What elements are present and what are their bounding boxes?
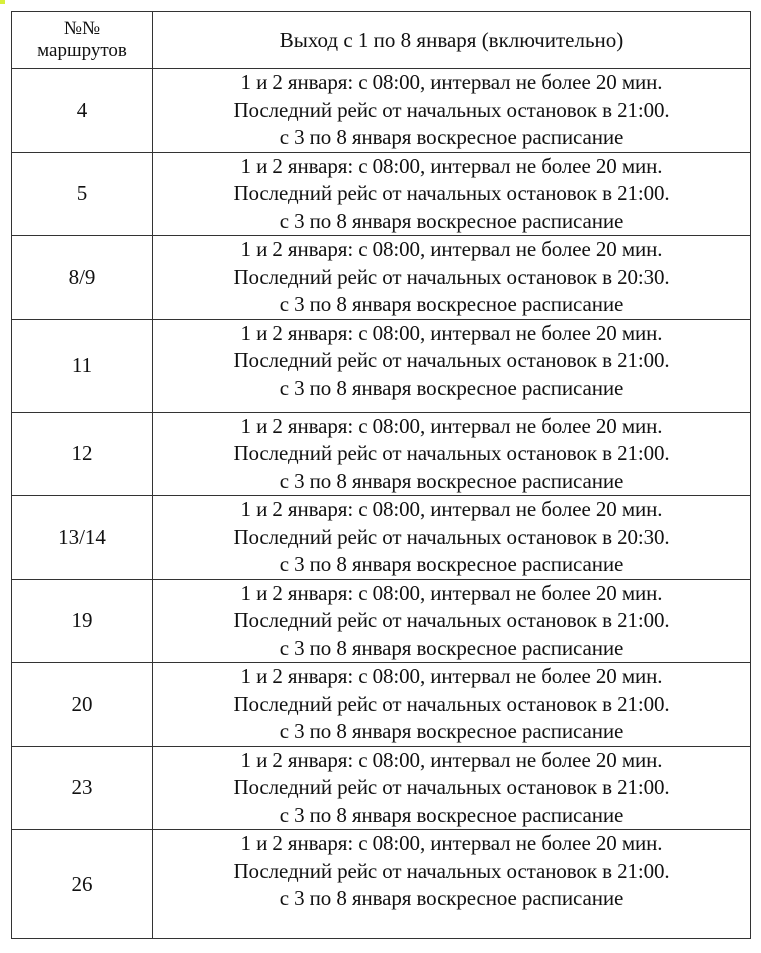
table-header-row bbox=[12, 12, 751, 69]
route-number: 13/14 bbox=[12, 496, 153, 580]
schedule-line-last-trip: Последний рейс от начальных остановок в 20:30. bbox=[233, 264, 670, 289]
schedule-line-last-trip: Последний рейс от начальных остановок в 21:00. bbox=[233, 858, 670, 883]
schedule-cell bbox=[153, 663, 751, 747]
table-row bbox=[12, 152, 751, 236]
schedule-line-first-days: 1 и 2 января: с 08:00, интервал не более 20 мин. bbox=[240, 664, 663, 688]
schedule-cell bbox=[153, 152, 751, 236]
schedule-line-sunday: с 3 по 8 января воскресное расписание bbox=[279, 208, 624, 233]
route-number-header-line1: №№ bbox=[63, 18, 101, 39]
schedule-cell bbox=[153, 319, 751, 412]
schedule-line-sunday: с 3 по 8 января воскресное расписание bbox=[279, 552, 624, 576]
table-row bbox=[12, 830, 751, 939]
schedule-line-first-days: 1 и 2 января: с 08:00, интервал не более 20 мин. bbox=[240, 70, 663, 94]
schedule-line-first-days: 1 и 2 января: с 08:00, интервал не более 20 мин. bbox=[240, 497, 663, 521]
schedule-line-first-days: 1 и 2 января: с 08:00, интервал не более 20 мин. bbox=[240, 413, 663, 438]
schedule-line-first-days: 1 и 2 января: с 08:00, интервал не более 20 мин. bbox=[240, 580, 663, 605]
route-number: 19 bbox=[12, 579, 153, 663]
table-row bbox=[12, 496, 751, 580]
schedule-header: Выход с 1 по 8 января (включительно) bbox=[153, 12, 751, 69]
schedule-line-sunday: с 3 по 8 января воскресное расписание bbox=[279, 292, 624, 316]
route-number: 5 bbox=[12, 152, 153, 236]
route-number: 4 bbox=[12, 69, 153, 153]
schedule-line-sunday: с 3 по 8 января воскресное расписание bbox=[279, 125, 624, 149]
schedule-line-last-trip: Последний рейс от начальных остановок в 21:00. bbox=[233, 348, 670, 372]
schedule-line-first-days: 1 и 2 января: с 08:00, интервал не более 20 мин. bbox=[240, 747, 663, 772]
table-row bbox=[12, 69, 751, 153]
schedule-cell bbox=[153, 830, 751, 939]
schedule-cell bbox=[153, 746, 751, 830]
schedule-line-last-trip: Последний рейс от начальных остановок в 21:00. bbox=[233, 775, 670, 799]
schedule-line-last-trip: Последний рейс от начальных остановок в 21:00. bbox=[233, 181, 670, 205]
holiday-schedule-table bbox=[11, 11, 751, 939]
schedule-cell bbox=[153, 236, 751, 320]
schedule-line-sunday: с 3 по 8 января воскресное расписание bbox=[279, 886, 624, 910]
table-row bbox=[12, 236, 751, 320]
schedule-line-sunday: с 3 по 8 января воскресное расписание bbox=[279, 468, 624, 493]
schedule-line-sunday: с 3 по 8 января воскресное расписание bbox=[279, 375, 624, 400]
route-number-header bbox=[12, 12, 153, 69]
table-row bbox=[12, 319, 751, 412]
table-row bbox=[12, 746, 751, 830]
schedule-line-sunday: с 3 по 8 января воскресное расписание bbox=[279, 719, 624, 743]
schedule-line-last-trip: Последний рейс от начальных остановок в 21:00. bbox=[233, 97, 670, 122]
route-number: 23 bbox=[12, 746, 153, 830]
schedule-cell bbox=[153, 579, 751, 663]
schedule-line-sunday: с 3 по 8 января воскресное расписание bbox=[279, 802, 624, 827]
schedule-cell bbox=[153, 496, 751, 580]
schedule-line-last-trip: Последний рейс от начальных остановок в 20:30. bbox=[233, 524, 670, 549]
route-number: 8/9 bbox=[12, 236, 153, 320]
route-number: 12 bbox=[12, 412, 153, 496]
schedule-line-first-days: 1 и 2 января: с 08:00, интервал не более 20 мин. bbox=[240, 831, 663, 855]
table-row bbox=[12, 412, 751, 496]
schedule-line-sunday: с 3 по 8 января воскресное расписание bbox=[279, 635, 624, 660]
route-number: 26 bbox=[12, 830, 153, 939]
schedule-line-last-trip: Последний рейс от начальных остановок в 21:00. bbox=[233, 691, 670, 716]
table-row bbox=[12, 663, 751, 747]
route-number-header-line2: маршрутов bbox=[37, 40, 127, 61]
schedule-line-first-days: 1 и 2 января: с 08:00, интервал не более 20 мин. bbox=[240, 320, 663, 345]
schedule-line-last-trip: Последний рейс от начальных остановок в 21:00. bbox=[233, 441, 670, 465]
table-row bbox=[12, 579, 751, 663]
schedule-line-first-days: 1 и 2 января: с 08:00, интервал не более 20 мин. bbox=[240, 237, 663, 261]
route-number: 20 bbox=[12, 663, 153, 747]
schedule-cell bbox=[153, 412, 751, 496]
route-number: 11 bbox=[12, 319, 153, 412]
corner-mark bbox=[0, 0, 5, 4]
schedule-line-first-days: 1 и 2 января: с 08:00, интервал не более 20 мин. bbox=[240, 153, 663, 178]
schedule-line-last-trip: Последний рейс от начальных остановок в 21:00. bbox=[233, 608, 670, 632]
schedule-cell bbox=[153, 69, 751, 153]
